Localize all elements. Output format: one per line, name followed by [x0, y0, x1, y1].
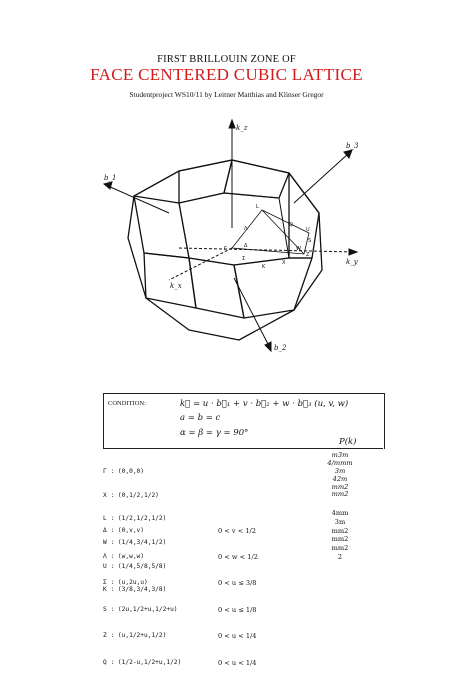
pt-Delta: Δ [244, 243, 248, 249]
point-group: mm2 [331, 482, 349, 491]
point-group: 4mm [331, 509, 349, 517]
label-kz: k_z [236, 124, 248, 132]
list-item: Z : (u,1/2+u,1/2) [103, 632, 167, 640]
pt-X: X [282, 260, 286, 266]
range: 0 < v < 1/2 [218, 526, 256, 535]
hex-face-bottom-right [234, 258, 312, 318]
b2-vector [234, 278, 269, 346]
point-group: mm2 [331, 544, 349, 553]
square-face-left [134, 196, 189, 258]
list-item: L : (1/2,1/2,1/2) [103, 515, 167, 523]
pt-Gamma: Γ [224, 246, 227, 252]
point-group: 2 [337, 552, 343, 561]
pt-U: U [306, 227, 310, 233]
list-item: S : (2u,1/2+u,1/2+u) [103, 605, 178, 613]
lines-ranges [218, 509, 258, 676]
ky-arrow [349, 249, 357, 255]
hex-face-center [179, 193, 289, 265]
point-group: 3m [334, 466, 346, 475]
kx-axis [169, 248, 232, 280]
list-item: Γ : (0,0,0) [103, 467, 144, 475]
range: 0 < u < 1/4 [218, 632, 257, 641]
kz-arrow [229, 120, 235, 128]
label-b1: b_1 [104, 174, 117, 182]
point-group: 3m [334, 517, 346, 526]
pt-K: K [262, 264, 266, 270]
hex-face [179, 160, 232, 203]
ky-axis [179, 248, 354, 252]
pt-Z: Z [306, 252, 310, 258]
list-item: K : (3/8,3/4,3/8) [103, 586, 167, 594]
pt-Sigma: Σ [242, 256, 246, 262]
equation-angles: α = β = γ = 90° [180, 428, 249, 438]
square-face-top [224, 160, 289, 198]
list-item: W : (1/4,3/4,1/2) [103, 538, 167, 546]
pt-S: S [308, 238, 312, 244]
square-face-right [289, 173, 319, 258]
lines-point-groups [300, 509, 380, 562]
list-item: X : (0,1/2,1/2) [103, 491, 159, 499]
hex-face-bottom-left [144, 253, 196, 308]
list-item: Δ : (0,v,v) [103, 526, 144, 534]
range: 0 < u < 1/4 [218, 658, 257, 667]
point-group: mm2 [331, 535, 349, 544]
square-face-bottom [189, 258, 244, 318]
label-kx: k_x [170, 282, 182, 290]
point-group: mm2 [331, 526, 349, 535]
b2-arrow [265, 342, 271, 351]
doc-subtitle: Studentproject WS10/11 by Leitner Matthias and Klinser Gregor [129, 90, 324, 99]
point-group: 42m [332, 474, 348, 483]
pt-W: W [296, 246, 301, 252]
doc-title: FIRST BRILLOUIN ZONE OF [157, 54, 296, 65]
pt-Q: Q [289, 222, 293, 228]
point-group-header: P(k) [339, 437, 357, 447]
list-item: Λ : (w,w,w) [103, 552, 144, 560]
lines-list [103, 509, 181, 676]
equation-abc: a = b = c [180, 413, 221, 423]
list-item: U : (1/4,5/8,5/8) [103, 562, 167, 570]
range: 0 < u ≤ 1/8 [218, 605, 257, 614]
range: 0 < u ≤ 3/8 [218, 579, 257, 588]
b3-vector [294, 153, 349, 203]
label-b3: b_3 [346, 142, 359, 150]
equation-k: k⃗ = u · b⃗₁ + v · b⃗₂ + w · b⃗₃ (u, v, w) [180, 399, 349, 409]
pt-Lambda: Λ [244, 226, 248, 232]
point-group: m3m [331, 451, 349, 459]
point-group: 4/mmm [327, 458, 353, 467]
points-point-groups [300, 452, 380, 499]
list-item: Σ : (u,2u,u) [103, 579, 148, 587]
doc-main-title: FACE CENTERED CUBIC LATTICE [90, 65, 363, 84]
label-ky: k_y [346, 258, 358, 266]
brillouin-zone-diagram [84, 118, 374, 368]
label-b2: b_2 [274, 344, 287, 352]
list-item: Q : (1/2-u,1/2+u,1/2) [103, 658, 182, 666]
point-group: mm2 [331, 490, 349, 499]
range: 0 < w < 1/2 [218, 552, 258, 561]
condition-label: CONDITION: [108, 400, 146, 407]
table-divider [103, 448, 383, 449]
pt-L: L [256, 204, 259, 210]
b1-arrow [104, 182, 112, 189]
